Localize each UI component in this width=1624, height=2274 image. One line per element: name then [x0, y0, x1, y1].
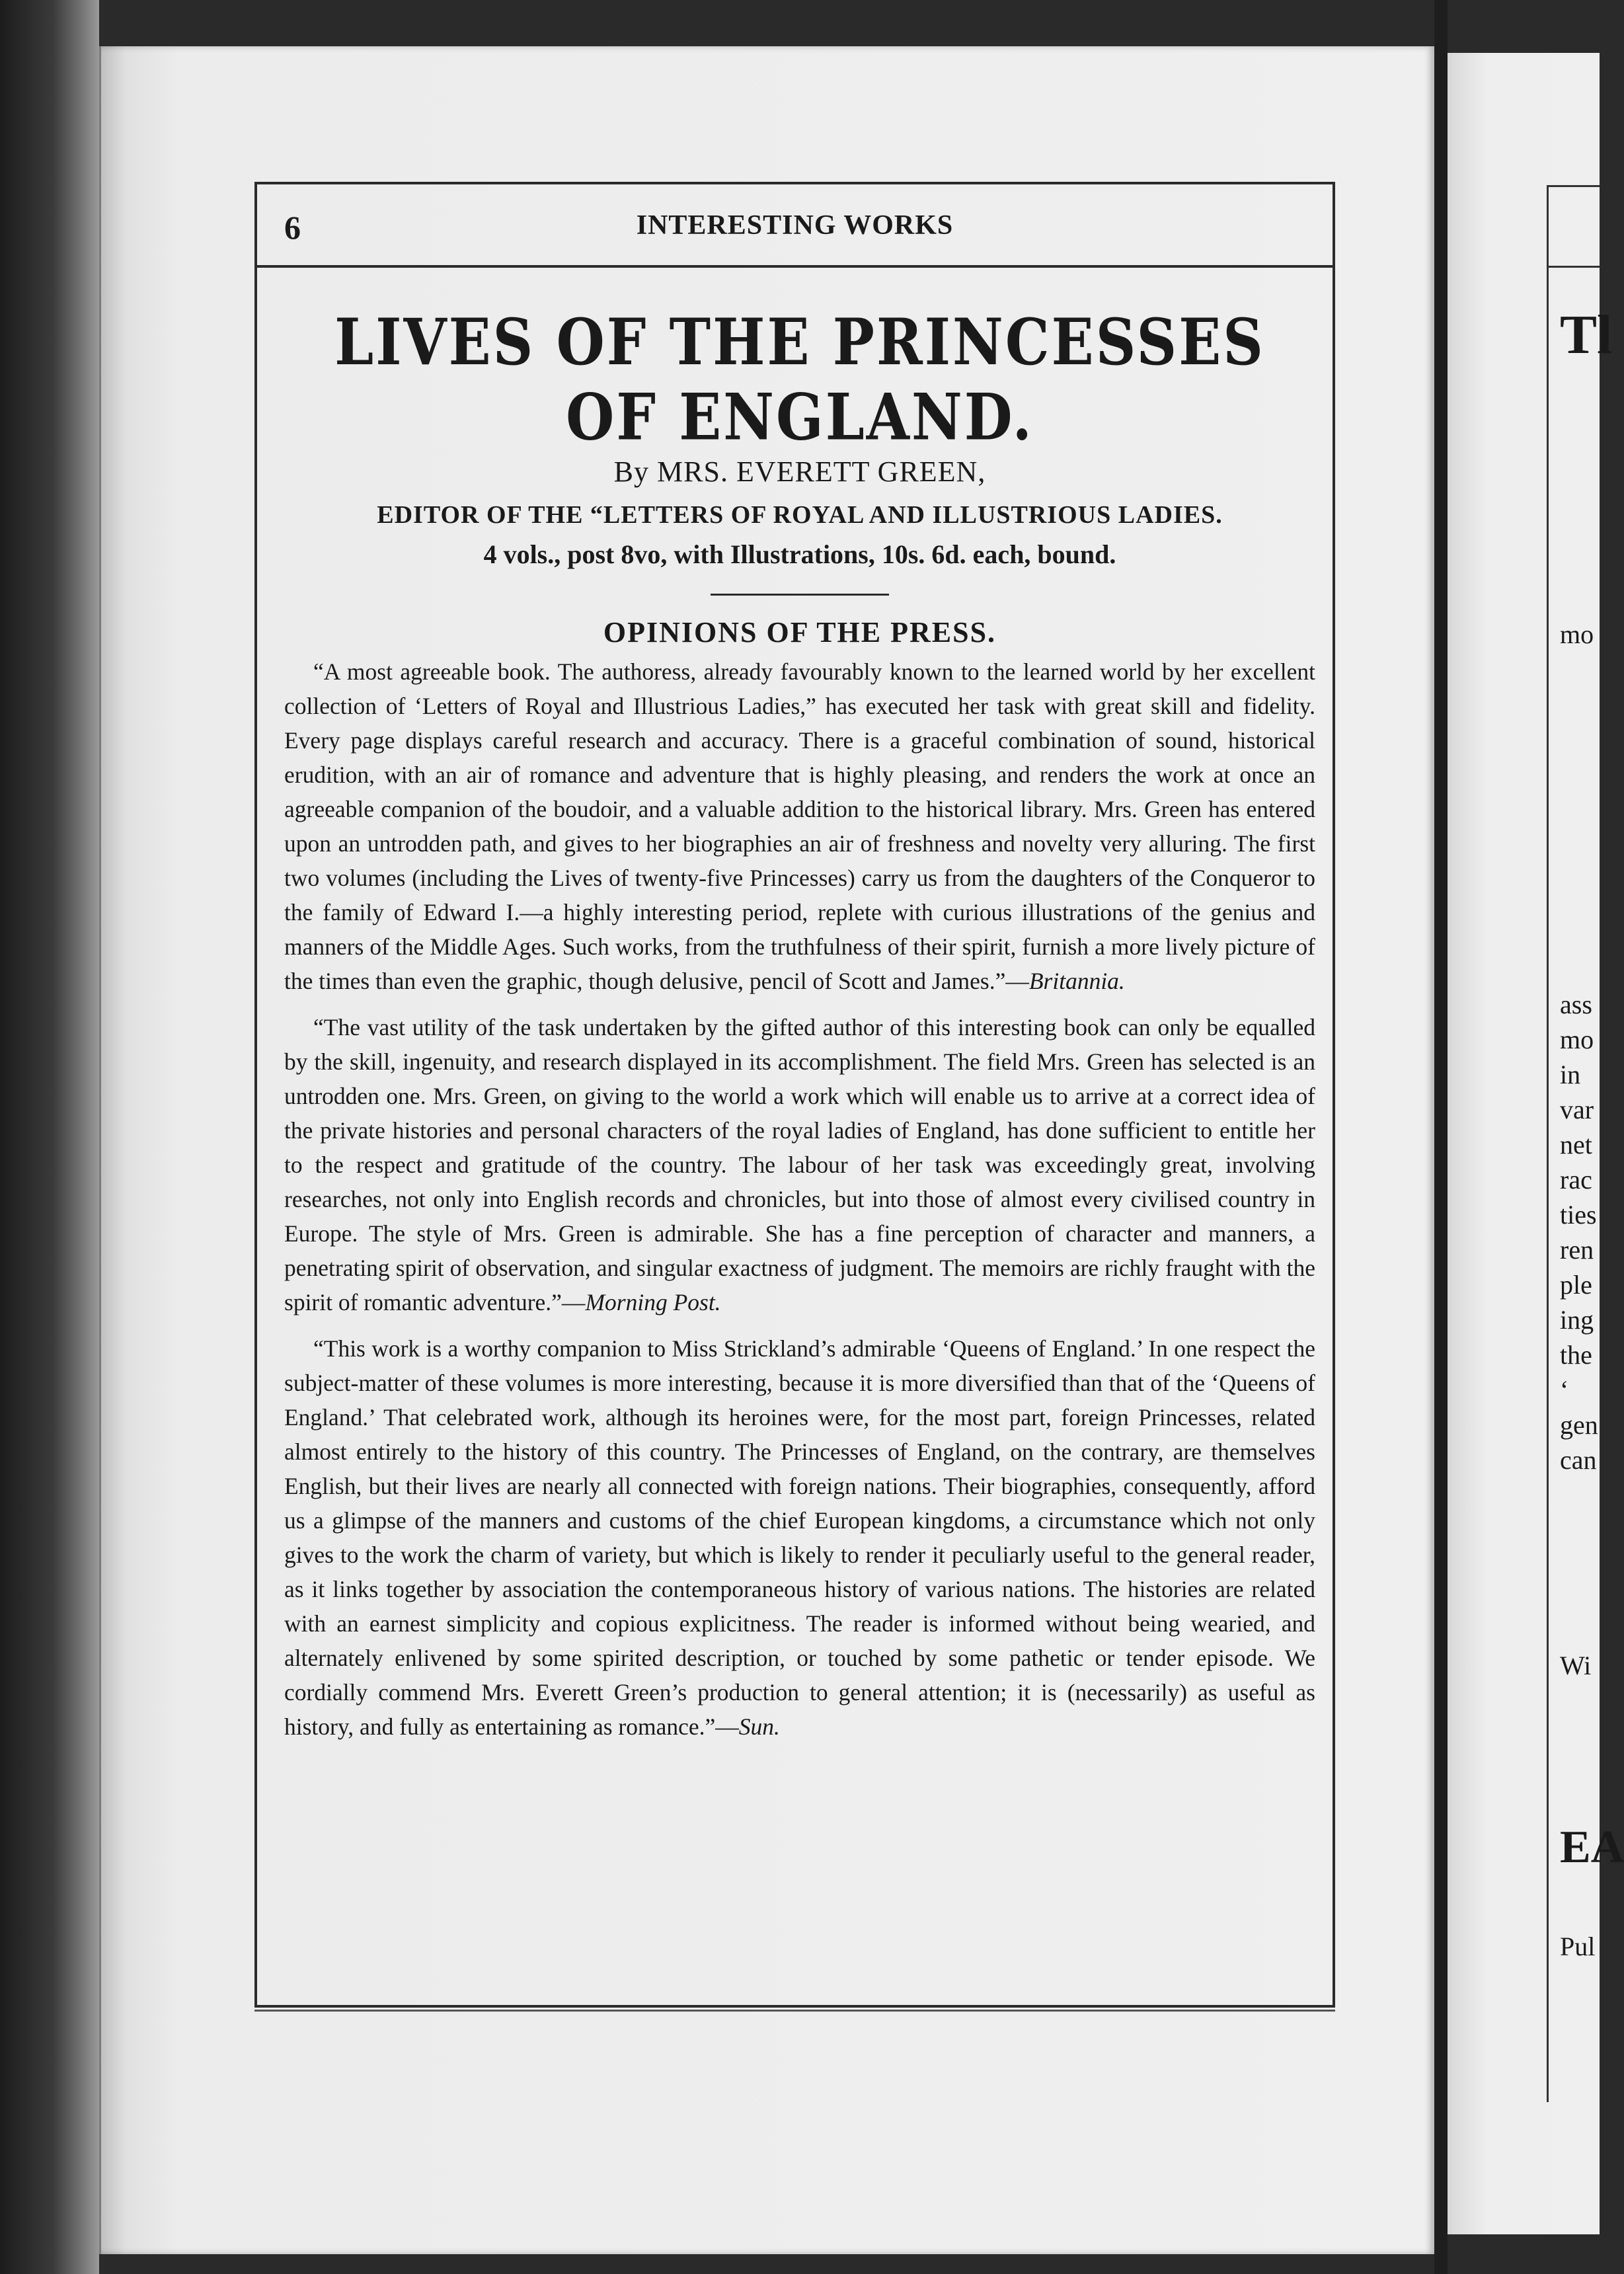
- press-review: [284, 1331, 1315, 1744]
- page-content: [284, 278, 1315, 1744]
- adjacent-fragment: rac: [1560, 1165, 1592, 1195]
- adjacent-fragment: EA: [1560, 1822, 1624, 1873]
- book-gutter: [1434, 0, 1448, 2274]
- adjacent-fragment: the: [1560, 1340, 1592, 1370]
- adjacent-fragment: Tl: [1560, 304, 1613, 366]
- review-text: “The vast utility of the task undertaken by the gifted author of this interesting book can only be equalled by the skill, ingenuity, and research displayed in its accomplishment. The field Mrs. Green has selected is an untrodden one. Mrs. Green, on giving to the world a work which will enable us to arrive at a correct idea of the private histories and personal characters of the royal ladies of England, has done sufficient to entitle her to the respect and gratitude of the country. The labour of her task was exceedingly great, involving researches, not only into English records and chronicles, but into those of almost every civilised country in Europe. The style of Mrs. Green is admirable. She has a fine perception of character and manners, a penetrating spirit of observation, and singular exactness of judgment. The memoirs are richly fraught with the spirit of romantic adventure.”—: [284, 1014, 1315, 1315]
- review-text: “A most agreeable book. The authoress, already favourably known to the learned world by her excellent collection of ‘Letters of Royal and Illustrious Ladies,” has executed her task with great skill and fidelity. Every page displays careful research and accuracy. There is a graceful combination of sound, historical erudition, with an air of romance and adventure that is highly pleasing, and renders the work at once an agreeable companion of the boudoir, and a valuable addition to the historical library. Mrs. Green has entered upon an untrodden path, and gives to her biographies an air of freshness and novelty very alluring. The first two volumes (including the Lives of twenty-five Princesses) carry us from the daughters of the Conqueror to the family of Edward I.—a highly interesting period, replete with curious illustrations of the genius and manners of the Middle Ages. Such works, from the truthfulness of their spirit, furnish a more lively picture of the times than even the graphic, though delusive, pencil of Scott and James.”—: [284, 658, 1315, 994]
- page-number: 6: [284, 209, 301, 246]
- review-source: Britannia.: [1028, 968, 1125, 994]
- adjacent-fragment: Pul: [1560, 1932, 1596, 1961]
- adjacent-fragment: can: [1560, 1445, 1597, 1475]
- adjacent-fragment: ass: [1560, 990, 1592, 1019]
- adjacent-fragment: ‘: [1560, 1375, 1569, 1405]
- book-title: LIVES OF THE PRINCESSES OF ENGLAND.: [334, 304, 1265, 455]
- adjacent-fragment: in: [1560, 1060, 1581, 1089]
- adjacent-fragment: ple: [1560, 1270, 1592, 1300]
- scan-edge-left: [0, 0, 99, 2274]
- adjacent-fragment: var: [1560, 1095, 1594, 1124]
- page-frame-bottom-rule: [254, 2010, 1335, 2012]
- running-title: INTERESTING WORKS: [636, 210, 954, 241]
- press-review: [284, 1010, 1315, 1319]
- adjacent-fragment: mo: [1560, 1025, 1594, 1054]
- review-source: Morning Post.: [585, 1289, 721, 1315]
- edition-details: 4 vols., post 8vo, with Illustrations, 10s. 6d. each, bound.: [483, 539, 1116, 569]
- running-head: [254, 182, 1335, 268]
- adjacent-fragment: ing: [1560, 1305, 1594, 1335]
- adjacent-fragment: ren: [1560, 1235, 1594, 1265]
- review-source: Sun.: [738, 1713, 780, 1740]
- review-text: “This work is a worthy companion to Miss Strickland’s admirable ‘Queens of England.’ In one respect the subject-matter of these volumes is more interesting, because it is more diversified than that of the ‘Queens of England.’ That celebrated work, although its heroines were, for the most part, foreign Princesses, related almost entirely to the history of this country. The Princesses of England, on the contrary, are themselves English, but their lives are nearly all connected with foreign nations. Their biographies, consequently, afford us a glimpse of the manners and customs of the chief European kingdoms, a circumstance which not only gives to the work the charm of variety, but which is likely to render it peculiarly useful to the general reader, as it links together by association the contemporaneous history of various nations. The histories are related with an earnest simplicity and copious explicitness. The reader is informed without being wearied, and alternately enlivened by some spirited description, or touched by some pathetic or tender episode. We cordially commend Mrs. Everett Green’s production to general attention; it is (necessarily) as useful as history, and fully as entertaining as romance.”—: [284, 1335, 1315, 1740]
- adjacent-page-rule: [1547, 266, 1600, 268]
- book-author: By MRS. EVERETT GREEN,: [613, 455, 986, 488]
- adjacent-page-rule: [1547, 185, 1600, 187]
- adjacent-fragment: gen: [1560, 1410, 1598, 1440]
- adjacent-fragment: net: [1560, 1130, 1592, 1159]
- press-review: [284, 654, 1315, 998]
- section-divider: [711, 594, 889, 596]
- adjacent-page: [1448, 53, 1624, 2234]
- page-edge: [99, 46, 139, 2254]
- press-heading: OPINIONS OF THE PRESS.: [603, 616, 997, 648]
- author-credentials: EDITOR OF THE “LETTERS OF ROYAL AND ILLUSTRIOUS LADIES.: [377, 501, 1223, 529]
- adjacent-fragment: ties: [1560, 1200, 1597, 1230]
- adjacent-fragment: Wi: [1560, 1651, 1592, 1680]
- adjacent-fragment: mo: [1560, 619, 1594, 649]
- adjacent-page-rule: [1547, 185, 1549, 2102]
